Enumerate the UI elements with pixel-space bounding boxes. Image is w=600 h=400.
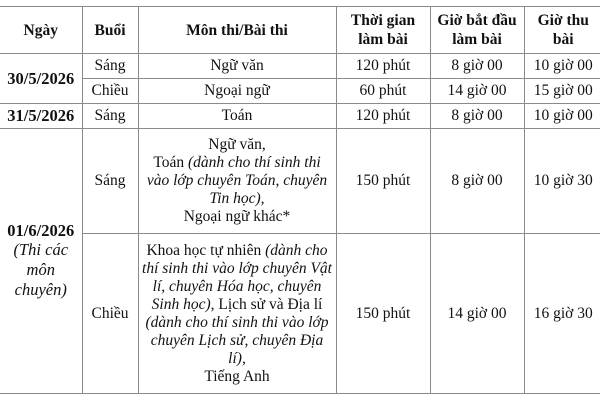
subject-history-geography: Lịch sử và Địa lí: [218, 295, 323, 313]
subject-other-language: Ngoại ngữ khác*: [183, 208, 291, 225]
header-end-time: Giờ thu bài: [524, 7, 600, 54]
header-row: [0, 7, 600, 54]
start-time-cell: 14 giờ 00: [430, 234, 524, 394]
subject-cell: Toán: [138, 104, 336, 129]
session-cell: Chiều: [82, 234, 138, 394]
duration-cell: 150 phút: [336, 234, 430, 394]
session-cell: Sáng: [82, 54, 138, 79]
session-cell: Sáng: [82, 104, 138, 129]
start-time-cell: 8 giờ 00: [430, 54, 524, 79]
date-note: (Thi các môn chuyên): [13, 240, 69, 299]
subject-history-geography-note: (dành cho thí sinh thi vào lớp chuyên Lịch sử, chuyên Địa lí),: [145, 313, 329, 367]
session-cell: Chiều: [82, 79, 138, 104]
header-session: Buổi: [82, 7, 138, 54]
subject-math-note: (dành cho thí sinh thi vào lớp chuyên Toán, chuyên Tin học),: [146, 154, 328, 207]
subject-math: Toán: [153, 154, 189, 171]
table-row: [0, 79, 600, 104]
subject-literature: Ngữ văn,: [208, 136, 266, 153]
date-cell: [0, 129, 82, 394]
duration-cell: 60 phút: [336, 79, 430, 104]
table-row: [0, 104, 600, 129]
start-time-cell: 14 giờ 00: [430, 79, 524, 104]
end-time-cell: 10 giờ 30: [524, 129, 600, 234]
exam-schedule-table: [0, 6, 600, 394]
subject-english: Tiếng Anh: [204, 367, 270, 385]
end-time-cell: 16 giờ 30: [524, 234, 600, 394]
subject-natural-science: Khoa học tự nhiên: [146, 241, 266, 259]
end-time-cell: 10 giờ 00: [524, 54, 600, 79]
header-start-time: Giờ bắt đầu làm bài: [430, 7, 524, 54]
end-time-cell: 15 giờ 00: [524, 79, 600, 104]
duration-cell: 120 phút: [336, 104, 430, 129]
date-cell: 30/5/2026: [0, 54, 82, 104]
date-cell: 31/5/2026: [0, 104, 82, 129]
subject-cell: [138, 129, 336, 234]
subject-natural-science-note: (dành cho thí sinh thi vào lớp chuyên Vật lí, chuyên Hóa học, chuyên Sinh học),: [142, 241, 332, 313]
table-row: [0, 234, 600, 394]
header-subject: Môn thi/Bài thi: [138, 7, 336, 54]
subject-cell: [138, 234, 336, 394]
session-cell: Sáng: [82, 129, 138, 234]
date-value: 01/6/2026: [7, 221, 75, 240]
header-date: Ngày: [0, 7, 82, 54]
subject-cell: Ngữ văn: [138, 54, 336, 79]
header-duration: Thời gian làm bài: [336, 7, 430, 54]
end-time-cell: 10 giờ 00: [524, 104, 600, 129]
start-time-cell: 8 giờ 00: [430, 104, 524, 129]
table-row: [0, 129, 600, 234]
start-time-cell: 8 giờ 00: [430, 129, 524, 234]
table-row: [0, 54, 600, 79]
duration-cell: 150 phút: [336, 129, 430, 234]
duration-cell: 120 phút: [336, 54, 430, 79]
subject-cell: Ngoại ngữ: [138, 79, 336, 104]
